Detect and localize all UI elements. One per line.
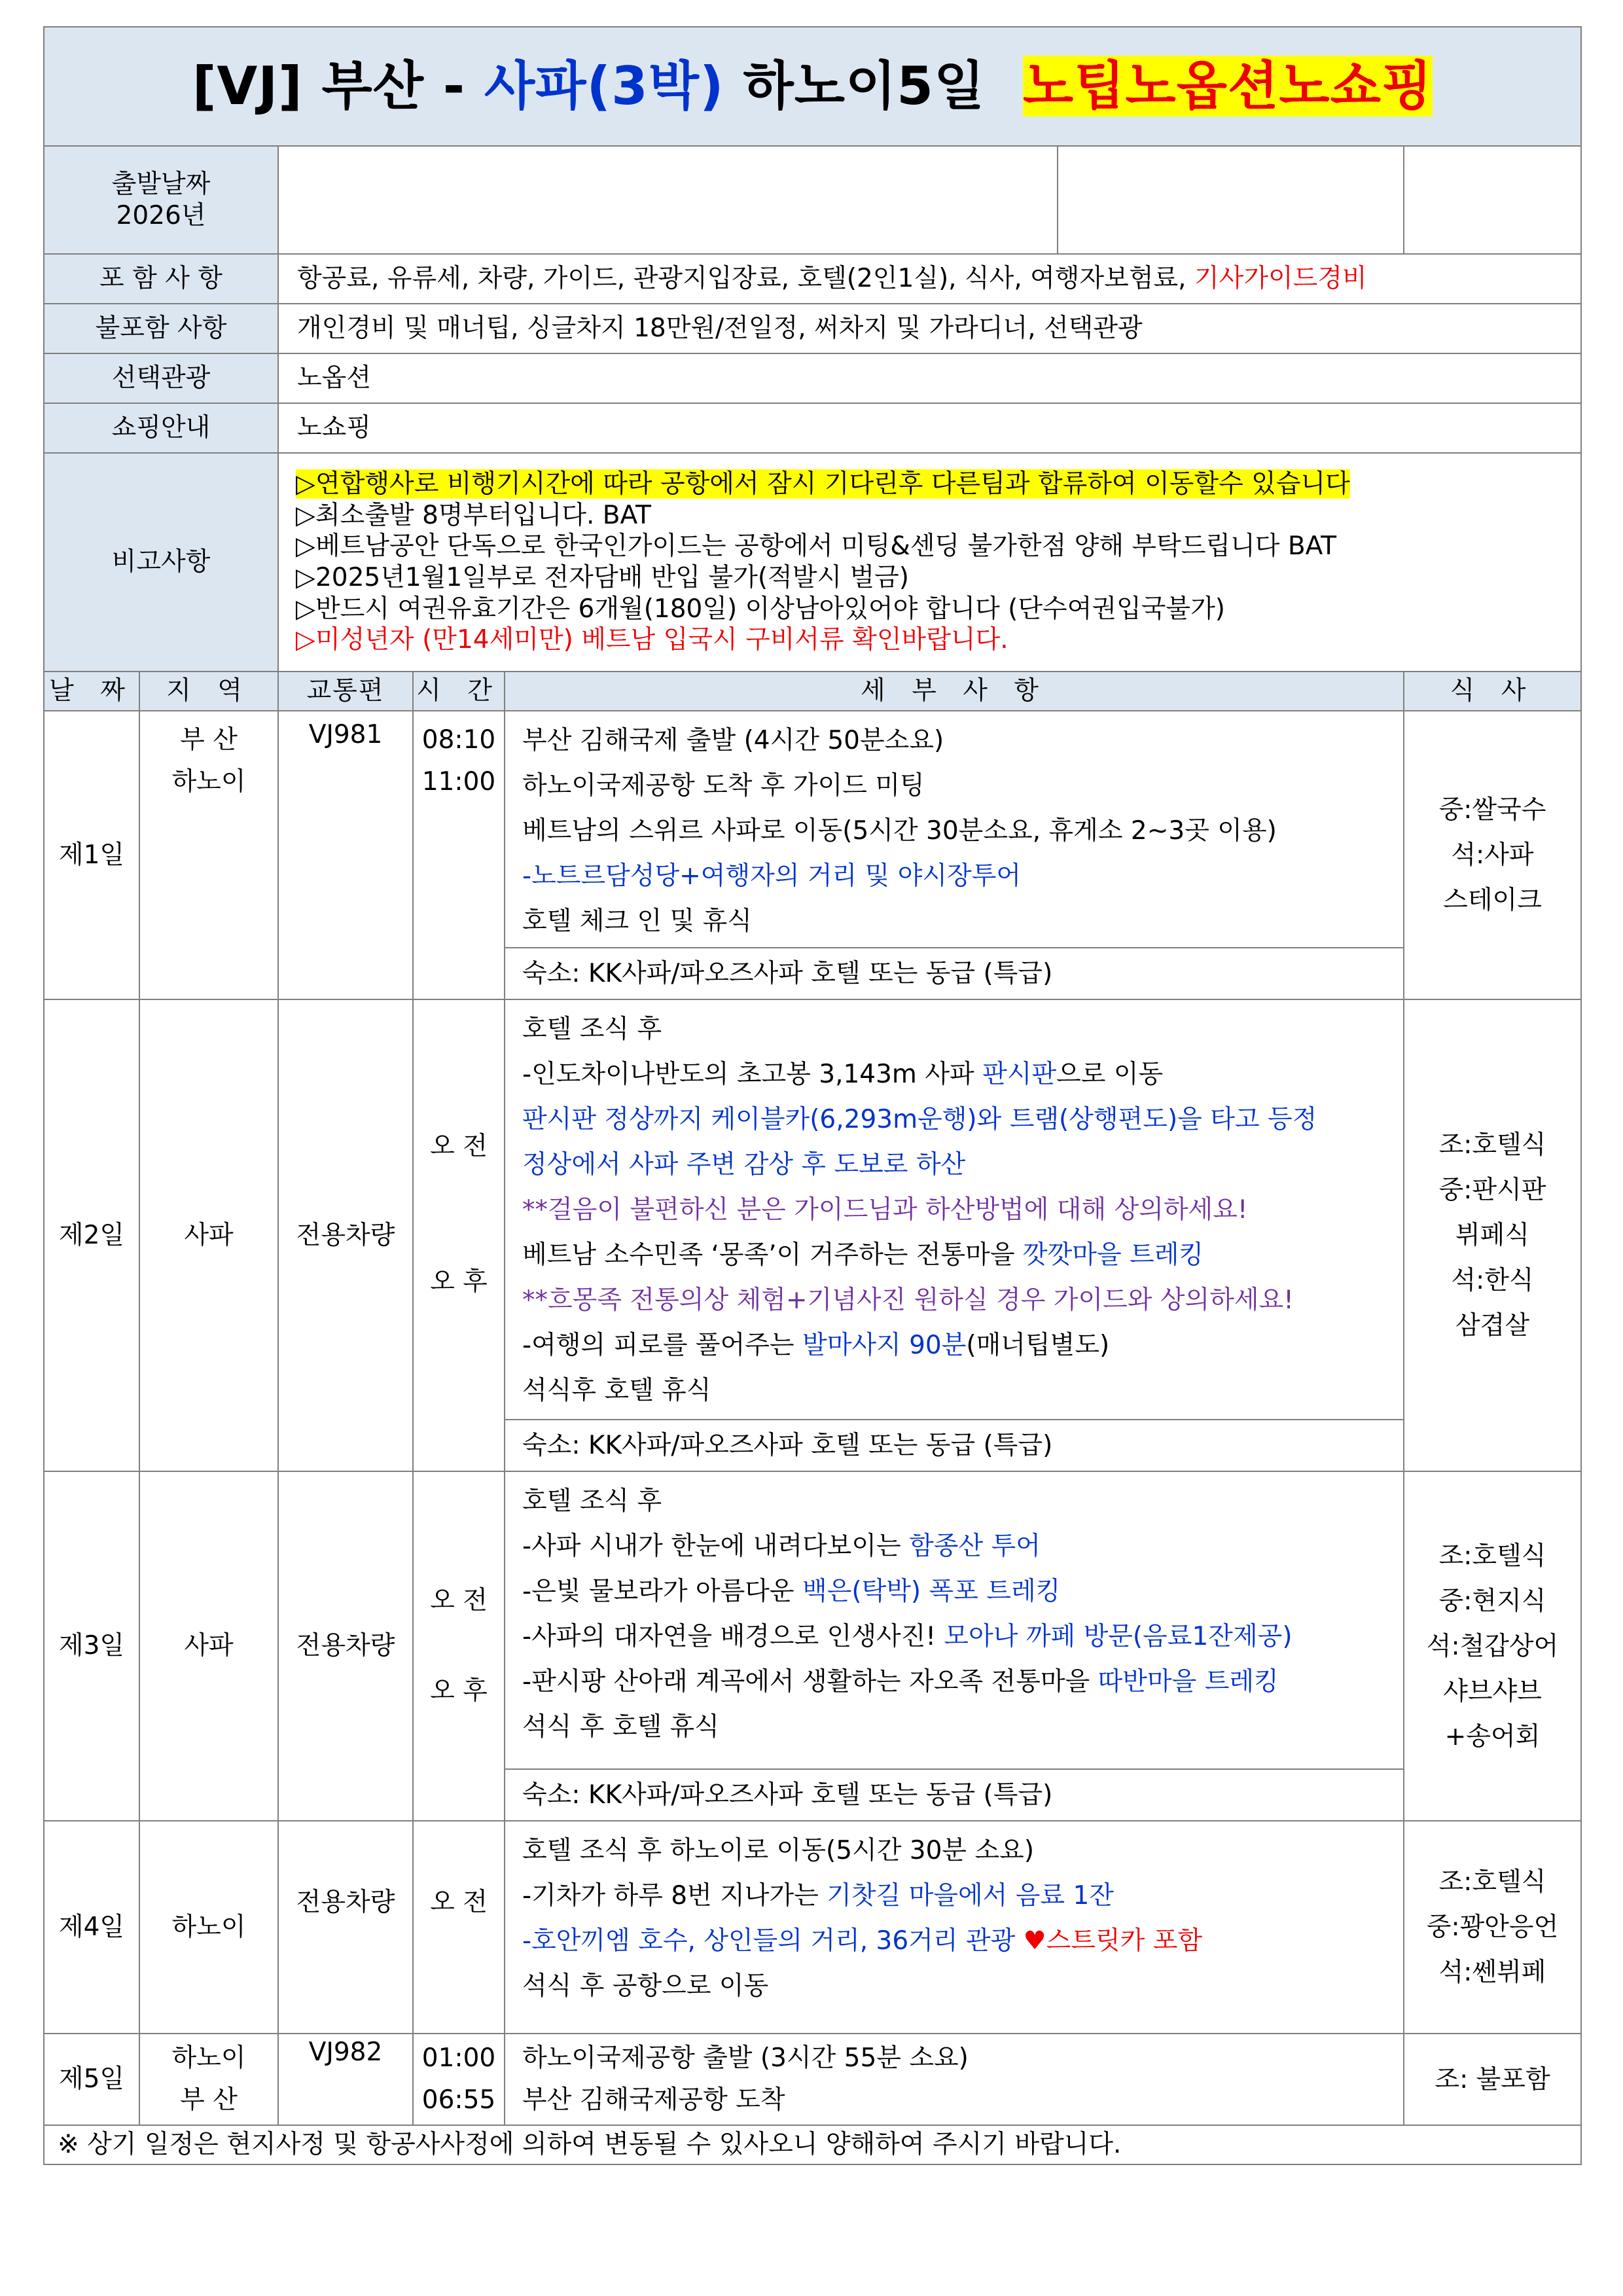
header-transport: 교통편 (278, 672, 413, 711)
header-meal: 식 사 (1404, 672, 1581, 711)
header-detail: 세 부 사 항 (505, 672, 1404, 711)
day-time: 오 전 오 후 (413, 1471, 505, 1821)
footer-note: ※ 상기 일정은 현지사정 및 항공사사정에 의하여 변동될 수 있사오니 양해하여 주시기 바랍니다. (44, 2125, 1581, 2164)
shopping-label: 쇼핑안내 (44, 403, 278, 453)
day-meals: 조:호텔식 중:판시판 뷔페식 석:한식 삼겹살 (1404, 999, 1581, 1471)
remark-item: ▷최소출발 8명부터입니다. BAT (296, 500, 651, 530)
exclude-label: 불포함 사항 (44, 304, 278, 353)
day-detail: 하노이국제공항 출발 (3시간 55분 소요) 부산 김해국제공항 도착 (505, 2034, 1404, 2125)
day-row (44, 2034, 1581, 2125)
remark-item: ▷반드시 여권유효기간은 6개월(180일) 이상남아있어야 합니다 (단수여권입국불가) (296, 594, 1225, 624)
remark-item: ▷연합행사로 비행기시간에 따라 공항에서 잠시 기다린후 다른팀과 합류하여 이동할수 있습니다 (296, 469, 1350, 499)
remarks-list (278, 453, 1581, 672)
day-detail: 호텔 조식 후 -인도차이나반도의 초고봉 3,143m 사파 판시판으로 이동 판시판 정상까지 케이블카(6,293m운행)와 트램(상행편도)을 타고 등정 정상에서 사파 주변 감상 후 도보로 하산 **걸음이 불편하신 분은 가이드님과 하산방법에 대해 상의하세요! 베트남 소수민족 ‘몽족’이 거주하는 전통마을 깟깟마을 트레킹 **흐몽족 전통의상 체험+기념사진 원하실 경우 가이드와 상의하세요! -여행의 피로를 풀어주는 발마사지 90분(매너팁별도) 석식후 호텔 휴식 (505, 999, 1404, 1420)
schedule-header (44, 672, 1581, 711)
day-detail: 호텔 조식 후 하노이로 이동(5시간 30분 소요) -기차가 하루 8번 지나가는 기찻길 마을에서 음료 1잔 -호안끼엠 호수, 상인들의 거리, 36거리 관광 ♥스트릿카 포함 석식 후 공항으로 이동 (505, 1821, 1404, 2034)
day-label: 제1일 (44, 711, 139, 999)
day-detail: 부산 김해국제 출발 (4시간 50분소요) 하노이국제공항 도착 후 가이드 미팅 베트남의 스위르 사파로 이동(5시간 30분소요, 휴게소 2~3곳 이용) -노트르담성당+여행자의 거리 및 야시장투어 호텔 체크 인 및 휴식 (505, 711, 1404, 948)
day-label: 제4일 (44, 1821, 139, 2034)
day-meals: 조:호텔식 중:현지식 석:철갑상어 샤브샤브 +송어회 (1404, 1471, 1581, 1821)
day-detail: 호텔 조식 후 -사파 시내가 한눈에 내려다보이는 함종산 투어 -은빛 물보라가 아름다운 백은(탁박) 폭포 트레킹 -사파의 대자연을 배경으로 인생사진! 모아나 까페 방문(음료1잔제공) -판시팡 산아래 계곡에서 생활하는 자오족 전통마을 따반마을 트레킹 석식 후 호텔 휴식 (505, 1471, 1404, 1769)
option-label: 선택관광 (44, 353, 278, 403)
remark-item: ▷베트남공안 단독으로 한국인가이드는 공항에서 미팅&센딩 불가한점 양해 부탁드립니다 BAT (296, 531, 1337, 562)
day-transport: VJ981 (278, 711, 413, 999)
title-part3: 하노이5일 (743, 56, 986, 117)
remark-item: ▷2025년1월1일부로 전자담배 반입 불가(적발시 벌금) (296, 563, 910, 592)
day-stay: 숙소: KK사파/파오즈사파 호텔 또는 동급 (특급) (505, 948, 1404, 999)
day-time: 08:10 11:00 (413, 711, 505, 999)
day-region: 사파 (139, 999, 278, 1471)
day-region: 하노이 부 산 (139, 2034, 278, 2125)
day-region: 부 산 하노이 (139, 711, 278, 999)
day-time: 오 전 (413, 1821, 505, 2034)
day-label: 제2일 (44, 999, 139, 1471)
day-row (44, 999, 1581, 1420)
departure-date-cell-1 (278, 146, 1404, 254)
remarks-label: 비고사항 (44, 453, 278, 672)
day-region: 하노이 (139, 1821, 278, 2034)
departure-label: 출발날짜 2026년 (44, 146, 278, 254)
day-meals: 조: 불포함 (1404, 2034, 1581, 2125)
itinerary-sheet (43, 26, 1580, 2165)
header-time: 시 간 (413, 672, 505, 711)
header-date: 날 짜 (44, 672, 139, 711)
header-region: 지 역 (139, 672, 278, 711)
day-transport: 전용차량 (278, 1471, 413, 1821)
day-row (44, 1471, 1581, 1769)
title-part1: [VJ] 부산 - (192, 56, 484, 117)
day-transport: 전용차량 (278, 1821, 413, 2034)
day-label: 제3일 (44, 1471, 139, 1821)
shopping-text: 노쇼핑 (278, 403, 1581, 453)
day-time: 01:00 06:55 (413, 2034, 505, 2125)
day-time: 오 전 오 후 (413, 999, 505, 1471)
departure-date-cell-2 (1404, 146, 1581, 254)
day-meals: 중:쌀국수 석:사파 스테이크 (1404, 711, 1581, 999)
day-meals: 조:호텔식 중:꽝안응언 석:쎈뷔페 (1404, 1821, 1581, 2034)
page-title (44, 27, 1581, 146)
option-text: 노옵션 (278, 353, 1581, 403)
include-label: 포 함 사 항 (44, 254, 278, 304)
day-row (44, 1821, 1581, 2034)
day-row (44, 711, 1581, 948)
include-text: 항공료, 유류세, 차량, 가이드, 관광지입장료, 호텔(2인1실), 식사, 여행자보험료, 기사가이드경비 (278, 254, 1581, 304)
day-label: 제5일 (44, 2034, 139, 2125)
day-stay: 숙소: KK사파/파오즈사파 호텔 또는 동급 (특급) (505, 1420, 1404, 1471)
itinerary-table (43, 26, 1582, 2165)
day-region: 사파 (139, 1471, 278, 1821)
exclude-text: 개인경비 및 매너팁, 싱글차지 18만원/전일정, 써차지 및 가라디너, 선택관광 (278, 304, 1581, 353)
day-transport: 전용차량 (278, 999, 413, 1471)
title-part2: 사파(3박) (484, 56, 743, 117)
day-stay: 숙소: KK사파/파오즈사파 호텔 또는 동급 (특급) (505, 1769, 1404, 1821)
remark-item: ▷미성년자 (만14세미만) 베트남 입국시 구비서류 확인바랍니다. (296, 625, 1008, 655)
title-badge: 노팁노옵션노쇼핑 (1022, 56, 1433, 117)
day-transport: VJ982 (278, 2034, 413, 2125)
